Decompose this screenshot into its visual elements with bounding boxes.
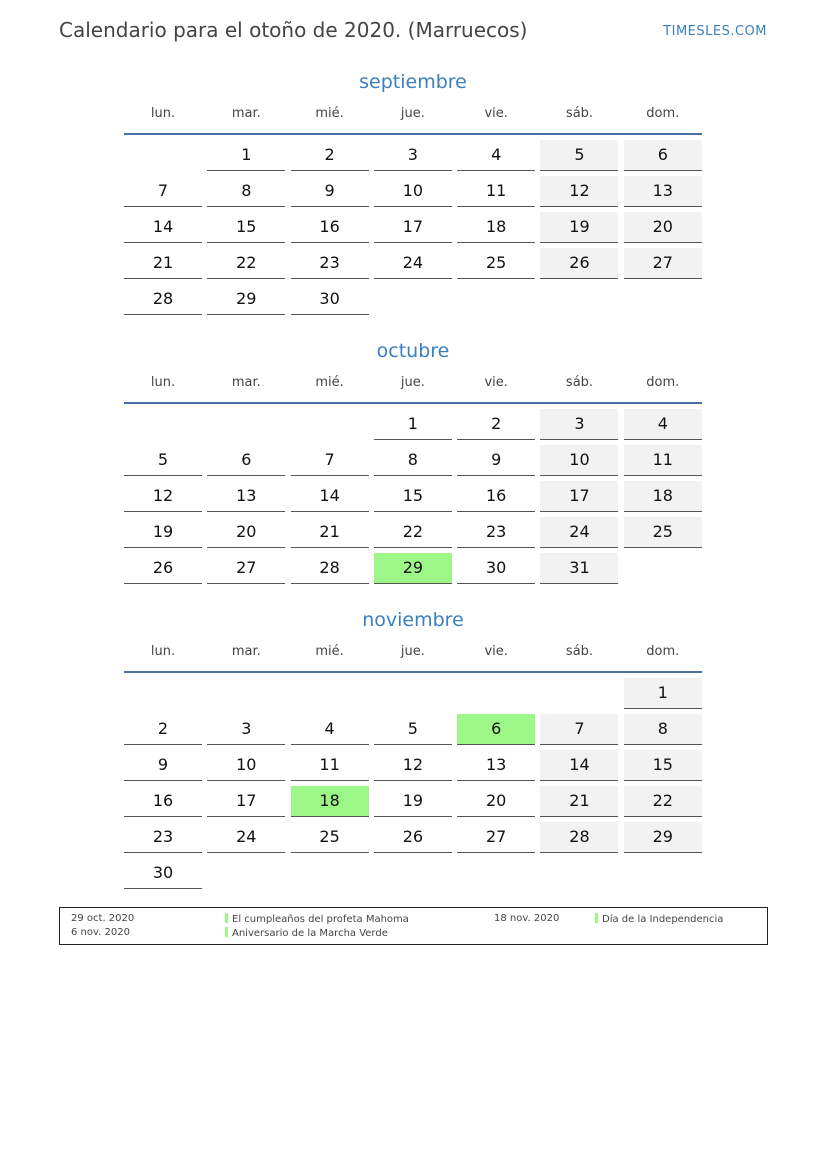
day-cell: 3	[374, 140, 452, 171]
holiday-marker-icon	[225, 927, 228, 937]
empty-cell	[291, 858, 369, 888]
day-cell: 3	[540, 409, 618, 440]
weekday-label: mar.	[231, 106, 261, 121]
month-noviembre	[124, 606, 702, 894]
day-cell: 9	[457, 445, 535, 476]
weekday-label: vie.	[484, 644, 508, 659]
day-cell: 7	[540, 714, 618, 745]
day-cell: 10	[207, 750, 285, 781]
legend-date-1: 29 oct. 2020	[71, 913, 135, 924]
holiday-day-cell: 6	[457, 714, 535, 745]
empty-cell	[124, 409, 202, 439]
day-cell: 23	[124, 822, 202, 853]
day-cell: 19	[540, 212, 618, 243]
header-divider	[124, 671, 702, 673]
day-cell: 29	[207, 284, 285, 315]
day-cell: 12	[540, 176, 618, 207]
day-cell: 30	[124, 858, 202, 889]
day-cell: 10	[374, 176, 452, 207]
empty-cell	[540, 858, 618, 888]
weekday-label: jue.	[400, 644, 425, 659]
week-row	[124, 714, 702, 745]
empty-cell	[540, 284, 618, 314]
legend-date-2: 6 nov. 2020	[71, 927, 130, 938]
weekday-label: vie.	[484, 375, 508, 390]
day-cell: 14	[540, 750, 618, 781]
day-cell: 8	[207, 176, 285, 207]
empty-cell	[457, 284, 535, 314]
day-cell: 17	[207, 786, 285, 817]
day-cell: 8	[374, 445, 452, 476]
day-cell: 9	[124, 750, 202, 781]
week-row	[124, 678, 702, 709]
empty-cell	[291, 678, 369, 708]
day-cell: 25	[291, 822, 369, 853]
weekday-label: sáb.	[565, 644, 594, 659]
day-cell: 1	[624, 678, 702, 709]
day-cell: 15	[374, 481, 452, 512]
holiday-legend	[59, 907, 768, 945]
day-cell: 24	[540, 517, 618, 548]
weekday-header	[124, 644, 702, 664]
day-cell: 26	[374, 822, 452, 853]
week-row	[124, 858, 702, 889]
week-row	[124, 517, 702, 548]
day-cell: 27	[457, 822, 535, 853]
day-cell: 6	[207, 445, 285, 476]
day-cell: 5	[124, 445, 202, 476]
empty-cell	[457, 858, 535, 888]
empty-cell	[457, 678, 535, 708]
weekday-label: dom.	[646, 375, 680, 390]
day-cell: 5	[374, 714, 452, 745]
header-divider	[124, 402, 702, 404]
day-cell: 31	[540, 553, 618, 584]
empty-cell	[624, 858, 702, 888]
day-cell: 13	[624, 176, 702, 207]
day-cell: 10	[540, 445, 618, 476]
page-title: Calendario para el otoño de 2020. (Marruecos)	[59, 18, 528, 42]
week-row	[124, 822, 702, 853]
day-cell: 6	[624, 140, 702, 171]
day-grid	[124, 140, 702, 315]
week-row	[124, 445, 702, 476]
month-septiembre	[124, 68, 702, 320]
day-cell: 30	[457, 553, 535, 584]
empty-cell	[374, 678, 452, 708]
day-cell: 16	[124, 786, 202, 817]
day-cell: 1	[374, 409, 452, 440]
weekday-label: jue.	[400, 106, 425, 121]
day-cell: 4	[291, 714, 369, 745]
weekday-label: mié.	[315, 375, 344, 390]
day-cell: 15	[624, 750, 702, 781]
day-cell: 4	[624, 409, 702, 440]
brand-link[interactable]: TIMESLES.COM	[663, 24, 767, 39]
empty-cell	[207, 409, 285, 439]
weekday-label: dom.	[646, 644, 680, 659]
empty-cell	[207, 858, 285, 888]
day-cell: 19	[124, 517, 202, 548]
week-row	[124, 140, 702, 171]
day-cell: 22	[624, 786, 702, 817]
week-row	[124, 248, 702, 279]
day-cell: 27	[207, 553, 285, 584]
holiday-marker-icon	[225, 913, 228, 923]
day-cell: 18	[624, 481, 702, 512]
day-cell: 29	[624, 822, 702, 853]
empty-cell	[124, 140, 202, 170]
day-cell: 12	[374, 750, 452, 781]
day-cell: 14	[291, 481, 369, 512]
week-row	[124, 176, 702, 207]
day-cell: 9	[291, 176, 369, 207]
day-cell: 24	[207, 822, 285, 853]
day-cell: 11	[291, 750, 369, 781]
day-cell: 21	[540, 786, 618, 817]
holiday-day-cell: 29	[374, 553, 452, 584]
weekday-label: dom.	[646, 106, 680, 121]
day-cell: 22	[374, 517, 452, 548]
day-cell: 20	[207, 517, 285, 548]
day-cell: 23	[291, 248, 369, 279]
day-cell: 16	[457, 481, 535, 512]
month-title: septiembre	[359, 71, 467, 93]
weekday-label: mié.	[315, 106, 344, 121]
header-divider	[124, 133, 702, 135]
weekday-label: lun.	[150, 644, 176, 659]
week-row	[124, 750, 702, 781]
day-cell: 26	[124, 553, 202, 584]
day-cell: 21	[124, 248, 202, 279]
day-cell: 13	[457, 750, 535, 781]
day-grid	[124, 409, 702, 584]
legend-name-1: El cumpleaños del profeta Mahoma	[225, 913, 409, 925]
empty-cell	[291, 409, 369, 439]
day-cell: 23	[457, 517, 535, 548]
week-row	[124, 481, 702, 512]
day-cell: 28	[540, 822, 618, 853]
day-cell: 11	[457, 176, 535, 207]
day-cell: 30	[291, 284, 369, 315]
day-cell: 16	[291, 212, 369, 243]
day-cell: 19	[374, 786, 452, 817]
day-cell: 26	[540, 248, 618, 279]
empty-cell	[374, 284, 452, 314]
day-cell: 3	[207, 714, 285, 745]
day-cell: 25	[624, 517, 702, 548]
day-cell: 28	[291, 553, 369, 584]
weekday-label: sáb.	[565, 375, 594, 390]
day-grid	[124, 678, 702, 889]
weekday-header	[124, 106, 702, 126]
weekday-header	[124, 375, 702, 395]
weekday-label: sáb.	[565, 106, 594, 121]
day-cell: 17	[540, 481, 618, 512]
empty-cell	[624, 553, 702, 583]
week-row	[124, 409, 702, 440]
day-cell: 27	[624, 248, 702, 279]
day-cell: 24	[374, 248, 452, 279]
weekday-label: jue.	[400, 375, 425, 390]
day-cell: 5	[540, 140, 618, 171]
weekday-label: mié.	[315, 644, 344, 659]
day-cell: 25	[457, 248, 535, 279]
day-cell: 21	[291, 517, 369, 548]
empty-cell	[374, 858, 452, 888]
legend-name-3: Día de la Independencia	[595, 913, 723, 925]
day-cell: 22	[207, 248, 285, 279]
day-cell: 2	[457, 409, 535, 440]
legend-date-3: 18 nov. 2020	[494, 913, 560, 924]
month-octubre	[124, 337, 702, 589]
holiday-marker-icon	[595, 913, 598, 923]
empty-cell	[540, 678, 618, 708]
week-row	[124, 786, 702, 817]
day-cell: 17	[374, 212, 452, 243]
day-cell: 1	[207, 140, 285, 171]
empty-cell	[207, 678, 285, 708]
day-cell: 12	[124, 481, 202, 512]
day-cell: 13	[207, 481, 285, 512]
day-cell: 20	[624, 212, 702, 243]
day-cell: 20	[457, 786, 535, 817]
holiday-day-cell: 18	[291, 786, 369, 817]
empty-cell	[124, 678, 202, 708]
day-cell: 18	[457, 212, 535, 243]
empty-cell	[624, 284, 702, 314]
day-cell: 2	[291, 140, 369, 171]
month-title: noviembre	[362, 609, 464, 631]
month-title: octubre	[376, 340, 450, 362]
day-cell: 4	[457, 140, 535, 171]
day-cell: 11	[624, 445, 702, 476]
weekday-label: vie.	[484, 106, 508, 121]
week-row	[124, 553, 702, 584]
day-cell: 7	[291, 445, 369, 476]
day-cell: 15	[207, 212, 285, 243]
weekday-label: mar.	[231, 375, 261, 390]
day-cell: 7	[124, 176, 202, 207]
weekday-label: mar.	[231, 644, 261, 659]
legend-name-2: Aniversario de la Marcha Verde	[225, 927, 388, 939]
day-cell: 28	[124, 284, 202, 315]
weekday-label: lun.	[150, 375, 176, 390]
day-cell: 2	[124, 714, 202, 745]
day-cell: 14	[124, 212, 202, 243]
week-row	[124, 212, 702, 243]
day-cell: 8	[624, 714, 702, 745]
week-row	[124, 284, 702, 315]
weekday-label: lun.	[150, 106, 176, 121]
